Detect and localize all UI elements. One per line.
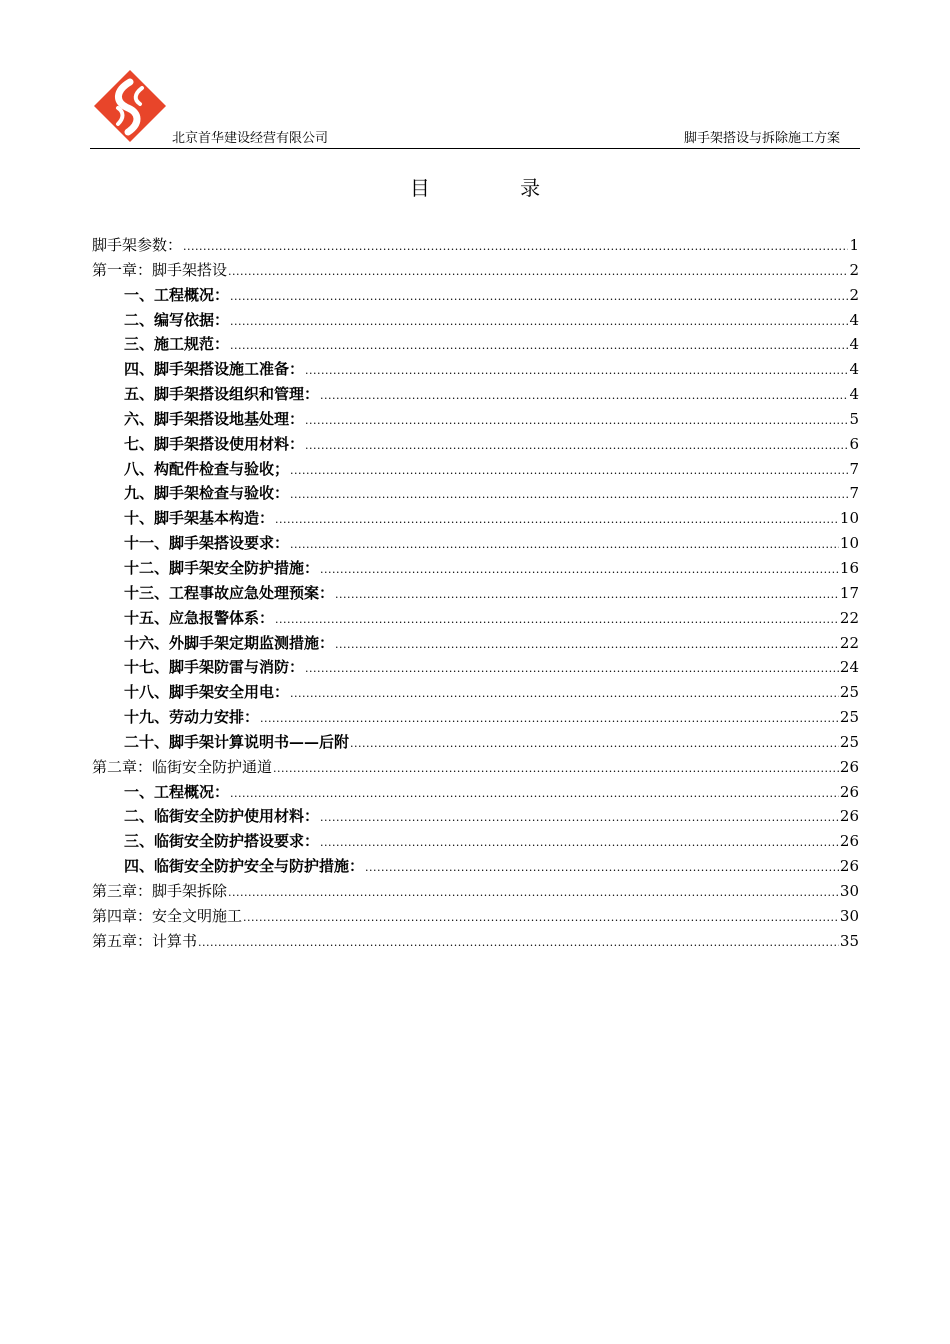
- toc-entry-label: 一、工程概况：: [124, 782, 230, 801]
- toc-leader-dots: [320, 811, 839, 824]
- toc-entry[interactable]: [92, 557, 859, 582]
- toc-entry-label: 十二、脚手架安全防护措施：: [124, 558, 320, 577]
- toc-leader-dots: [290, 464, 848, 477]
- toc-entry-label: 十五、应急报警体系：: [124, 608, 275, 627]
- toc-entry[interactable]: [92, 681, 859, 706]
- toc-entry-label: 九、脚手架检查与验收：: [124, 484, 290, 503]
- toc-leader-dots: [243, 911, 839, 924]
- toc-entry-page: 35: [839, 931, 859, 950]
- toc-entry[interactable]: [92, 507, 859, 532]
- toc-entry[interactable]: [92, 532, 859, 557]
- toc-entry-page: 1: [849, 236, 859, 254]
- company-name: 北京首华建设经营有限公司: [172, 131, 329, 146]
- toc-entry-label: 十、脚手架基本构造：: [124, 509, 275, 528]
- toc-entry[interactable]: [92, 582, 859, 607]
- toc-entry[interactable]: [92, 632, 859, 657]
- toc-entry[interactable]: [92, 284, 859, 309]
- toc-entry-page: 10: [839, 509, 859, 528]
- toc-leader-dots: [335, 588, 839, 601]
- toc-entry[interactable]: [92, 458, 859, 483]
- toc-entry-page: 25: [839, 708, 859, 727]
- toc-entry-label: 五、脚手架搭设组织和管理：: [124, 385, 320, 404]
- toc-leader-dots: [273, 762, 839, 775]
- toc-entry-page: 26: [839, 782, 859, 801]
- toc-entry-page: 2: [849, 260, 859, 279]
- toc-leader-dots: [290, 687, 839, 700]
- toc-entry-page: 26: [839, 832, 859, 851]
- toc-entry-label: 二、编写依据：: [124, 310, 230, 329]
- toc-entry-page: 17: [839, 583, 859, 602]
- toc-entry-page: 24: [839, 658, 859, 677]
- toc-entry-page: 4: [849, 360, 859, 379]
- toc-entry-label: 二、临街安全防护使用材料：: [124, 807, 320, 826]
- toc-entry[interactable]: [92, 482, 859, 507]
- toc-entry[interactable]: [92, 805, 859, 830]
- toc-entry-label: 十七、脚手架防雷与消防：: [124, 658, 305, 677]
- toc-entry-page: 22: [839, 608, 859, 627]
- toc-leader-dots: [305, 439, 848, 452]
- document-title: 脚手架搭设与拆除施工方案: [683, 131, 840, 146]
- toc-entry-label: 四、脚手架搭设施工准备：: [124, 360, 305, 379]
- toc-entry-page: 10: [839, 534, 859, 553]
- page-header: [90, 60, 860, 149]
- toc-leader-dots: [183, 240, 848, 253]
- toc-leader-dots: [228, 886, 839, 899]
- toc-entry[interactable]: [92, 656, 859, 681]
- toc-entry-label: 十三、工程事故应急处理预案：: [124, 583, 335, 602]
- toc-leader-dots: [290, 488, 848, 501]
- toc-leader-dots: [260, 712, 839, 725]
- toc-leader-dots: [305, 364, 848, 377]
- toc-leader-dots: [275, 513, 839, 526]
- toc-entry-label: 八、构配件检查与验收；: [124, 459, 290, 478]
- toc-leader-dots: [320, 836, 839, 849]
- toc-entry-page: 26: [839, 757, 859, 776]
- toc-entry-label: 十六、外脚手架定期监测措施：: [124, 633, 335, 652]
- toc-entry[interactable]: [92, 930, 859, 955]
- toc-leader-dots: [320, 389, 848, 402]
- toc-entry-label: 一、工程概况：: [124, 285, 230, 304]
- toc-leader-dots: [198, 936, 839, 949]
- toc-entry[interactable]: [92, 358, 859, 383]
- toc-entry-label: 第五章：计算书: [92, 931, 198, 950]
- toc-entry-page: 30: [839, 906, 859, 925]
- toc-leader-dots: [305, 662, 839, 675]
- toc-entry-page: 7: [849, 459, 859, 478]
- toc-entry[interactable]: [92, 607, 859, 632]
- toc-leader-dots: [305, 414, 848, 427]
- toc-entry-label: 二十、脚手架计算说明书——后附: [124, 732, 350, 751]
- toc-entry[interactable]: [92, 433, 859, 458]
- toc-entry-page: 25: [839, 683, 859, 702]
- toc-leader-dots: [335, 638, 839, 651]
- toc-entry[interactable]: [92, 333, 859, 358]
- toc-entry[interactable]: [92, 781, 859, 806]
- toc-entry[interactable]: [92, 731, 859, 756]
- toc-entry-label: 脚手架参数：: [92, 236, 183, 254]
- toc-entry[interactable]: [92, 408, 859, 433]
- company-logo-icon: [90, 66, 170, 146]
- toc-entry-label: 第二章：临街安全防护通道: [92, 757, 273, 776]
- toc-leader-dots: [230, 315, 848, 328]
- toc-entry[interactable]: [92, 309, 859, 334]
- toc-entry[interactable]: [92, 234, 859, 259]
- toc-entry[interactable]: [92, 259, 859, 284]
- toc-entry-label: 三、施工规范：: [124, 335, 230, 354]
- toc-entry-page: 26: [839, 807, 859, 826]
- toc-entry[interactable]: [92, 905, 859, 930]
- toc-leader-dots: [275, 613, 839, 626]
- toc-entry-page: 5: [849, 409, 859, 428]
- toc-leader-dots: [230, 787, 839, 800]
- toc-entry-label: 六、脚手架搭设地基处理：: [124, 409, 305, 428]
- toc-entry-label: 第一章：脚手架搭设: [92, 260, 228, 279]
- toc-leader-dots: [290, 538, 839, 551]
- toc-entry-label: 第三章：脚手架拆除: [92, 881, 228, 900]
- table-of-contents: [92, 234, 859, 954]
- toc-entry[interactable]: [92, 383, 859, 408]
- toc-entry-page: 4: [849, 385, 859, 404]
- toc-leader-dots: [320, 563, 839, 576]
- toc-leader-dots: [350, 737, 839, 750]
- toc-entry-label: 十八、脚手架安全用电：: [124, 683, 290, 702]
- toc-entry-page: 25: [839, 732, 859, 751]
- toc-entry-page: 2: [849, 285, 859, 304]
- toc-leader-dots: [365, 861, 839, 874]
- toc-entry[interactable]: [92, 880, 859, 905]
- toc-leader-dots: [230, 290, 848, 303]
- toc-entry-page: 16: [839, 558, 859, 577]
- toc-entry-page: 7: [849, 484, 859, 503]
- toc-entry-label: 第四章：安全文明施工: [92, 906, 243, 925]
- toc-entry-label: 十一、脚手架搭设要求：: [124, 534, 290, 553]
- toc-entry-label: 三、临街安全防护搭设要求：: [124, 832, 320, 851]
- toc-title: 目 录: [409, 176, 583, 200]
- toc-entry-page: 30: [839, 881, 859, 900]
- toc-entry[interactable]: [92, 855, 859, 880]
- toc-entry-label: 四、临街安全防护安全与防护措施：: [124, 857, 365, 876]
- toc-entry[interactable]: [92, 830, 859, 855]
- toc-leader-dots: [228, 265, 848, 278]
- toc-entry-page: 26: [839, 857, 859, 876]
- toc-entry-label: 十九、劳动力安排：: [124, 708, 260, 727]
- toc-entry-page: 4: [849, 310, 859, 329]
- toc-entry-page: 6: [849, 434, 859, 453]
- toc-entry-label: 七、脚手架搭设使用材料：: [124, 434, 305, 453]
- toc-entry-page: 4: [849, 335, 859, 354]
- toc-entry[interactable]: [92, 756, 859, 781]
- toc-entry-page: 22: [839, 633, 859, 652]
- toc-entry[interactable]: [92, 706, 859, 731]
- toc-leader-dots: [230, 339, 848, 352]
